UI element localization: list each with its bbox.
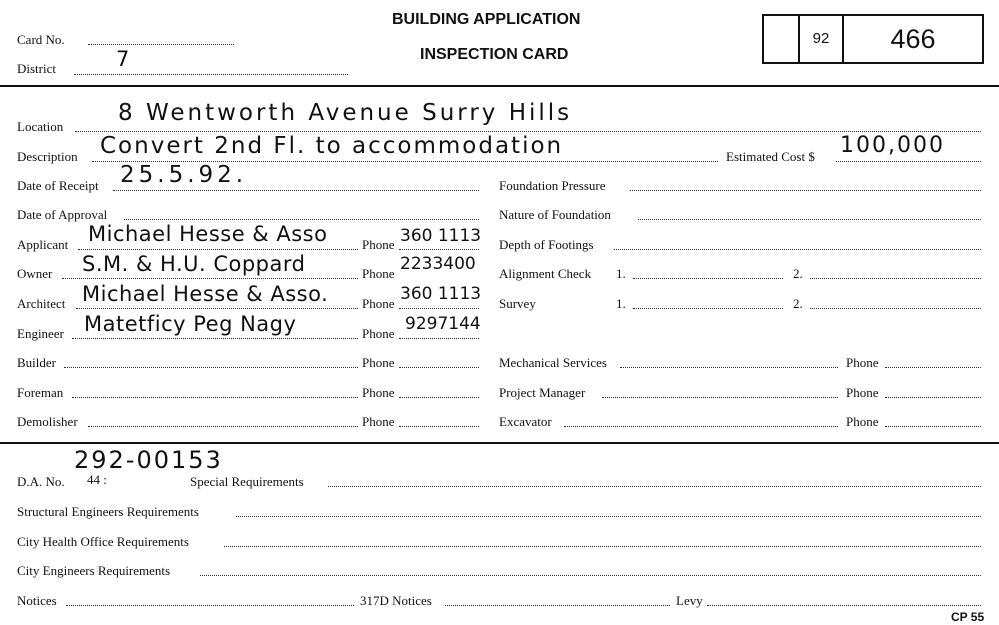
builder-label: Builder — [17, 355, 56, 370]
alignment-check-num1: 1. — [616, 266, 626, 281]
card-no-label: Card No. — [17, 32, 65, 47]
notices-317d-label: 317D Notices — [360, 593, 432, 608]
health-requirements-label: City Health Office Requirements — [17, 534, 189, 549]
da-label: D.A. No. — [17, 474, 65, 489]
demolisher-phone-label: Phone — [362, 414, 395, 429]
foreman-label: Foreman — [17, 385, 64, 400]
builder-phone-label: Phone — [362, 355, 395, 370]
applicant-value: Michael Hesse & Asso — [88, 222, 328, 246]
architect-line — [76, 308, 358, 309]
demolisher-phone-line — [399, 426, 479, 427]
card-no-line — [88, 44, 234, 45]
district-line — [74, 74, 348, 75]
depth-of-footings-line — [614, 249, 981, 250]
date-of-receipt-value: 25.5.92. — [120, 162, 248, 188]
owner-value: S.M. & H.U. Coppard — [82, 252, 306, 276]
levy-line — [707, 605, 981, 606]
location-value: 8 Wentworth Avenue Surry Hills — [118, 100, 573, 126]
foreman-line — [72, 397, 358, 398]
foundation-pressure-label: Foundation Pressure — [499, 178, 606, 193]
description-label: Description — [17, 149, 78, 164]
demolisher-label: Demolisher — [17, 414, 78, 429]
levy-label: Levy — [676, 593, 703, 608]
section-rule — [0, 442, 999, 444]
da-number-value: 292-00153 — [74, 446, 223, 474]
project-manager-phone-line — [885, 397, 981, 398]
excavator-label: Excavator — [499, 414, 552, 429]
architect-phone-label: Phone — [362, 296, 395, 311]
applicant-phone-line — [399, 249, 479, 250]
date-of-receipt-label: Date of Receipt — [17, 178, 99, 193]
estimated-cost-value: 100,000 — [840, 133, 945, 158]
estimated-cost-label: Estimated Cost $ — [726, 149, 815, 164]
estimated-cost-line — [836, 161, 981, 162]
owner-phone-label: Phone — [362, 266, 395, 281]
mechanical-services-line — [620, 367, 838, 368]
title-line-1: BUILDING APPLICATION — [392, 11, 581, 28]
structural-requirements-line — [236, 516, 981, 517]
architect-phone: 360 1113 — [400, 284, 482, 304]
project-manager-phone-label: Phone — [846, 385, 879, 400]
applicant-label: Applicant — [17, 237, 69, 252]
excavator-phone-line — [885, 426, 981, 427]
da-prefix: 44 : — [87, 472, 107, 487]
survey-line1 — [633, 308, 783, 309]
file-year: 92 — [800, 16, 844, 62]
date-of-approval-line — [124, 219, 479, 220]
survey-num1: 1. — [616, 296, 626, 311]
file-number: 466 — [890, 24, 936, 54]
form-code: CP 55 — [951, 610, 985, 624]
engineer-label: Engineer — [17, 326, 64, 341]
mechanical-services-phone-line — [885, 367, 981, 368]
notices-317d-line — [445, 605, 670, 606]
district-value: 7 — [116, 47, 130, 71]
architect-value: Michael Hesse & Asso. — [82, 282, 329, 306]
nature-of-foundation-line — [638, 219, 981, 220]
architect-phone-line — [399, 308, 479, 309]
city-engineers-requirements-label: City Engineers Requirements — [17, 563, 171, 578]
engineer-phone-label: Phone — [362, 326, 395, 341]
excavator-phone-label: Phone — [846, 414, 879, 429]
special-requirements-label: Special Requirements — [190, 474, 304, 489]
applicant-phone: 360 1113 — [400, 226, 482, 246]
alignment-check-line1 — [633, 278, 783, 279]
file-number-box — [762, 14, 984, 64]
mechanical-services-phone-label: Phone — [846, 355, 879, 370]
notices-label: Notices — [17, 593, 57, 608]
header-rule — [0, 85, 999, 87]
alignment-check-num2: 2. — [793, 266, 803, 281]
project-manager-label: Project Manager — [499, 385, 586, 400]
mechanical-services-label: Mechanical Services — [499, 355, 607, 370]
date-of-receipt-line — [113, 190, 479, 191]
title-line-2: INSPECTION CARD — [420, 46, 569, 63]
notices-line — [66, 605, 354, 606]
nature-of-foundation-label: Nature of Foundation — [499, 207, 611, 222]
foreman-phone-line — [399, 397, 479, 398]
foreman-phone-label: Phone — [362, 385, 395, 400]
foundation-pressure-line — [630, 190, 981, 191]
applicant-line — [78, 249, 358, 250]
description-value: Convert 2nd Fl. to accommodation — [100, 133, 564, 159]
applicant-phone-label: Phone — [362, 237, 395, 252]
engineer-phone-line — [399, 338, 479, 339]
location-label: Location — [17, 119, 64, 134]
alignment-check-line2 — [810, 278, 981, 279]
engineer-value: Matetficy Peg Nagy — [84, 312, 297, 336]
engineer-phone: 9297144 — [405, 314, 481, 334]
builder-phone-line — [399, 367, 479, 368]
date-of-approval-label: Date of Approval — [17, 207, 108, 222]
alignment-check-label: Alignment Check — [499, 266, 592, 281]
owner-phone: 2233400 — [400, 254, 476, 274]
health-requirements-line — [224, 546, 981, 547]
owner-line — [62, 278, 358, 279]
project-manager-line — [602, 397, 838, 398]
file-box-blank — [764, 16, 800, 62]
excavator-line — [564, 426, 838, 427]
demolisher-line — [88, 426, 358, 427]
survey-num2: 2. — [793, 296, 803, 311]
depth-of-footings-label: Depth of Footings — [499, 237, 594, 252]
survey-line2 — [810, 308, 981, 309]
owner-label: Owner — [17, 266, 53, 281]
engineer-line — [72, 338, 358, 339]
builder-line — [64, 367, 358, 368]
city-engineers-requirements-line — [200, 575, 981, 576]
location-line — [75, 131, 981, 132]
survey-label: Survey — [499, 296, 536, 311]
architect-label: Architect — [17, 296, 66, 311]
structural-requirements-label: Structural Engineers Requirements — [17, 504, 199, 519]
district-label: District — [17, 61, 56, 76]
special-requirements-line — [328, 486, 981, 487]
